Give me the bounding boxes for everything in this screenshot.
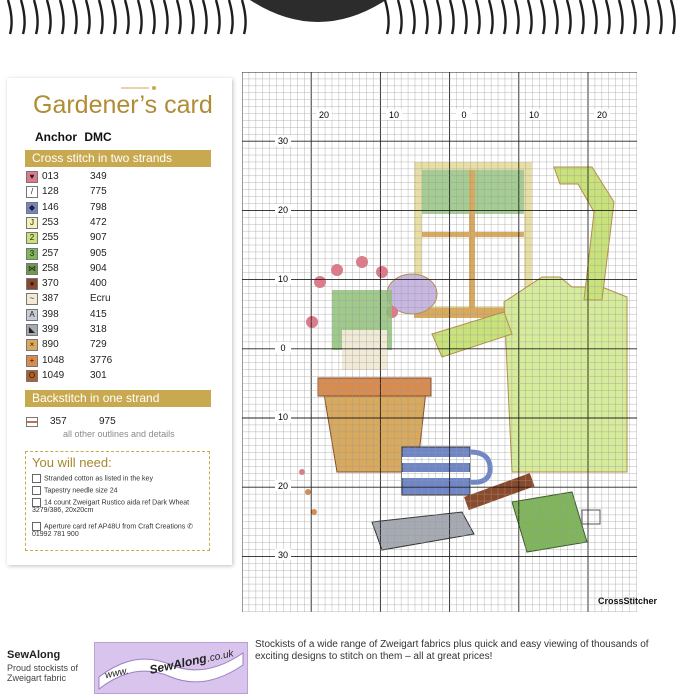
you-will-need-box [25, 451, 210, 551]
thread-row [26, 309, 216, 322]
thread-dmc: 904 [90, 262, 107, 274]
stockists-text: Stockists of a wide range of Zweigart fabrics plus quick and easy viewing of thousands of exciting designs to stitch on them – all at great prices! [255, 639, 649, 662]
thread-anchor: 258 [42, 262, 59, 274]
thread-row [26, 202, 216, 215]
sewalong-banner[interactable] [94, 642, 248, 694]
thread-row [26, 370, 216, 383]
checkbox-icon [32, 486, 41, 495]
thread-anchor: 399 [42, 324, 59, 335]
banner-name: SewAlong [148, 651, 208, 677]
thread-symbol-icon: A [26, 309, 38, 321]
thread-dmc: Ecru [90, 293, 111, 305]
thread-anchor: 013 [42, 171, 59, 182]
thread-anchor: 387 [42, 293, 59, 305]
left-axis-label: 20 [277, 205, 289, 215]
thread-dmc: 318 [90, 324, 107, 335]
thread-symbol-icon: / [26, 186, 38, 198]
banner-couk: .co.uk [206, 648, 235, 665]
crossstitcher-logo: CrossStitcher [598, 596, 658, 606]
top-axis-label: 20 [596, 110, 608, 120]
thread-row [26, 339, 216, 352]
thread-dmc: 3776 [90, 354, 113, 366]
thread-anchor: 257 [42, 247, 59, 259]
thread-symbol-icon: × [26, 339, 38, 351]
thread-anchor: 890 [42, 339, 59, 351]
checkbox-icon [32, 474, 41, 483]
thread-row [26, 355, 216, 368]
left-axis-label: 30 [277, 550, 289, 560]
sewalong-subtitle: Proud stockists of Zweigart fabric [7, 663, 79, 683]
thread-symbol-icon: 3 [26, 248, 38, 260]
thread-symbol-icon: ⋈ [28, 263, 36, 273]
thread-row [26, 186, 216, 199]
spiral-binding [0, 0, 678, 40]
anchor-header: Anchor [35, 130, 77, 144]
left-axis-label: 10 [277, 274, 289, 284]
backstitch-row [26, 416, 216, 429]
thread-anchor: 128 [42, 186, 59, 198]
cross-stitch-chart [242, 72, 637, 612]
thread-row [26, 263, 216, 276]
thread-dmc: 301 [90, 369, 107, 381]
top-axis-label: 10 [388, 110, 400, 120]
left-axis-label: 0 [280, 343, 286, 353]
need-item: 14 count Zweigart Rustico aida ref Dark Wheat 3279/386, 20x20cm [32, 499, 190, 515]
thread-symbol-icon: ◆ [26, 202, 38, 214]
pattern-key-card [7, 78, 232, 565]
thread-row [26, 217, 216, 230]
footer [0, 614, 678, 700]
thread-dmc: 907 [90, 232, 107, 244]
checkbox-icon [32, 498, 41, 507]
column-headers [35, 130, 112, 144]
thread-dmc: 729 [90, 339, 107, 351]
thread-anchor: 146 [42, 201, 59, 213]
thread-anchor: 1049 [42, 369, 65, 381]
top-axis-label: 20 [318, 110, 330, 120]
card-title: Gardener’s card [33, 91, 213, 119]
left-axis-label: 30 [277, 136, 289, 146]
thread-dmc: 415 [90, 308, 107, 320]
backstitch-heading: Backstitch in one strand [25, 390, 211, 407]
thread-symbol-icon: + [26, 355, 38, 367]
thread-symbol-icon: ♥ [26, 171, 38, 183]
left-axis-label: 10 [277, 412, 289, 422]
thread-symbol-icon: ◣ [26, 324, 38, 336]
thread-anchor: 255 [42, 232, 59, 244]
thread-dmc: 775 [90, 186, 107, 198]
thread-dmc: 400 [90, 278, 107, 290]
thread-dmc: 798 [90, 201, 107, 213]
need-item: Tapestry needle size 24 [32, 486, 202, 495]
thread-row [26, 171, 216, 184]
backstitch-anchor: 357 [50, 416, 67, 427]
sewalong-title: SewAlong [7, 649, 61, 661]
dmc-header: DMC [84, 130, 112, 144]
left-axis-label: 20 [277, 481, 289, 491]
thread-row [26, 278, 216, 291]
thread-dmc: 905 [90, 247, 107, 259]
thread-anchor: 398 [42, 308, 59, 320]
top-axis-label: 10 [528, 110, 540, 120]
need-item: Stranded cotton as listed in the key [32, 474, 202, 483]
need-item: Aperture card ref AP48U from Craft Creations ✆ 01992 781 900 [32, 523, 194, 539]
backstitch-note: all other outlines and details [63, 429, 175, 439]
backstitch-dmc: 975 [99, 416, 116, 427]
thread-anchor: 253 [42, 216, 59, 228]
top-axis-label: 0 [461, 110, 467, 120]
thread-row [26, 248, 216, 261]
thread-symbol-icon: ● [26, 278, 38, 290]
thread-symbol-icon: ~ [26, 293, 38, 305]
checkbox-icon [32, 522, 41, 531]
thread-symbol-icon: 2 [26, 232, 38, 244]
thread-row [26, 324, 216, 337]
backstitch-swatch-icon [26, 417, 38, 427]
thread-symbol-icon: O [26, 370, 38, 382]
you-will-need-heading: You will need: [32, 455, 112, 470]
thread-anchor: 370 [42, 278, 59, 290]
thread-anchor: 1048 [42, 354, 65, 366]
banner-www: www. [104, 665, 130, 682]
thread-row [26, 232, 216, 245]
thread-dmc: 472 [90, 216, 107, 228]
cross-stitch-heading: Cross stitch in two strands [25, 150, 211, 167]
thread-symbol-icon: J [26, 217, 38, 229]
sparkle-icon [121, 84, 161, 92]
thread-dmc: 349 [90, 171, 107, 182]
thread-row [26, 293, 216, 306]
